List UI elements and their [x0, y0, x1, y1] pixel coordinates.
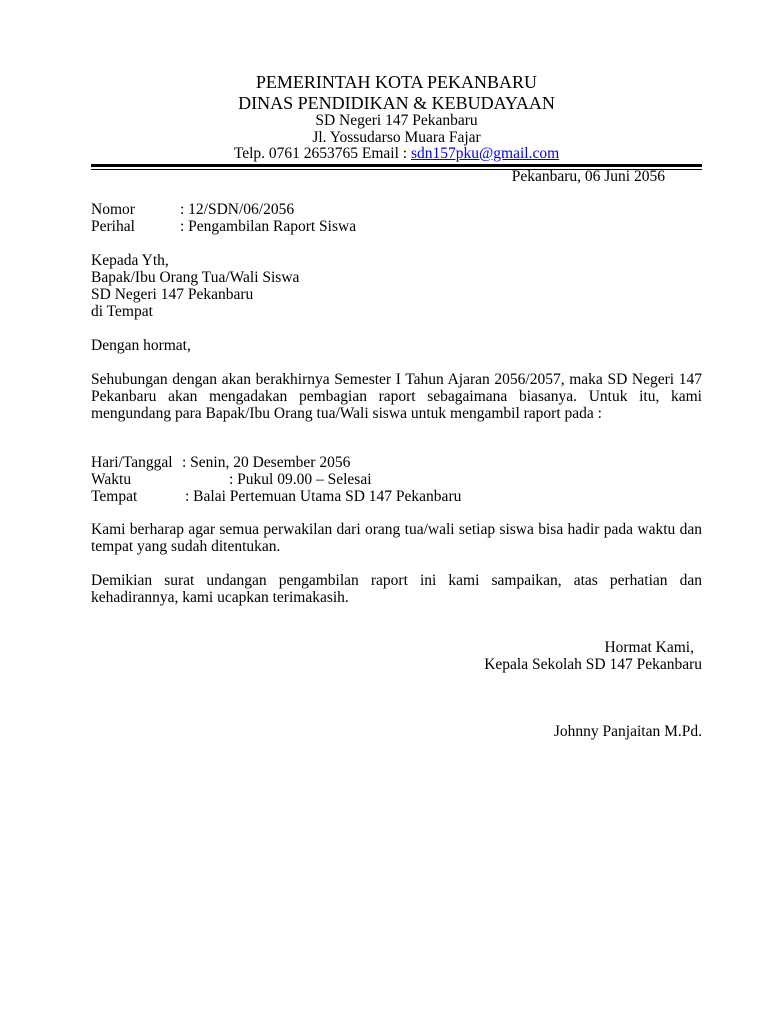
letterhead-divider-thick — [91, 164, 702, 167]
event-date-value: : Senin, 20 Desember 2056 — [182, 454, 351, 471]
letterhead-contact — [91, 145, 702, 163]
contact-text: Telp. 0761 2653765 Email : — [233, 145, 411, 162]
perihal-label: Perihal — [91, 218, 135, 235]
date-line: Pekanbaru, 06 Juni 2056 — [511, 168, 665, 185]
event-place-value: : Balai Pertemuan Utama SD 147 Pekanbaru — [185, 488, 462, 505]
event-date-label: Hari/Tanggal — [91, 454, 173, 471]
salutation: Dengan hormat, — [91, 337, 191, 354]
email-link[interactable]: sdn157pku@gmail.com — [410, 145, 560, 162]
nomor-value: : 12/SDN/06/2056 — [180, 201, 295, 218]
letterhead-school: SD Negeri 147 Pekanbaru — [315, 112, 478, 129]
event-time-label: Waktu — [91, 471, 132, 488]
event-place-label: Tempat — [91, 488, 138, 505]
letterhead-address: Jl. Yossudarso Muara Fajar — [312, 129, 481, 146]
body-paragraph-3: Demikian surat undangan pengambilan raport ini kami sampaikan, atas perhatian dan kehadirannya, kami ucapkan terimakasih. — [91, 572, 702, 606]
signatory-name: Johnny Panjaitan M.Pd. — [553, 723, 702, 740]
perihal-value: : Pengambilan Raport Siswa — [180, 218, 357, 235]
closing-title: Kepala Sekolah SD 147 Pekanbaru — [484, 656, 702, 673]
body-paragraph-1: Sehubungan dengan akan berakhirnya Semester I Tahun Ajaran 2056/2057, maka SD Negeri 147 Pekanbaru akan mengadakan pembagian raport sebagaimana biasanya. Untuk itu, kami mengundang para Bapak/Ibu Orang tua/Wali siswa untuk mengambil raport pada : — [91, 371, 702, 422]
closing-regards: Hormat Kami, — [604, 639, 694, 656]
recipient-line-4: di Tempat — [91, 303, 153, 320]
recipient-line-3: SD Negeri 147 Pekanbaru — [91, 286, 254, 303]
recipient-line-1: Kepada Yth, — [91, 252, 169, 269]
event-time-value: : Pukul 09.00 – Selesai — [229, 471, 372, 488]
body-paragraph-2: Kami berharap agar semua perwakilan dari orang tua/wali setiap siswa bisa hadir pada waktu dan tempat yang sudah ditentukan. — [91, 521, 702, 555]
nomor-label: Nomor — [91, 201, 135, 218]
letterhead-government: PEMERINTAH KOTA PEKANBARU — [255, 72, 538, 92]
letterhead-department: DINAS PENDIDIKAN & KEBUDAYAAN — [238, 93, 555, 113]
recipient-line-2: Bapak/Ibu Orang Tua/Wali Siswa — [91, 269, 300, 286]
